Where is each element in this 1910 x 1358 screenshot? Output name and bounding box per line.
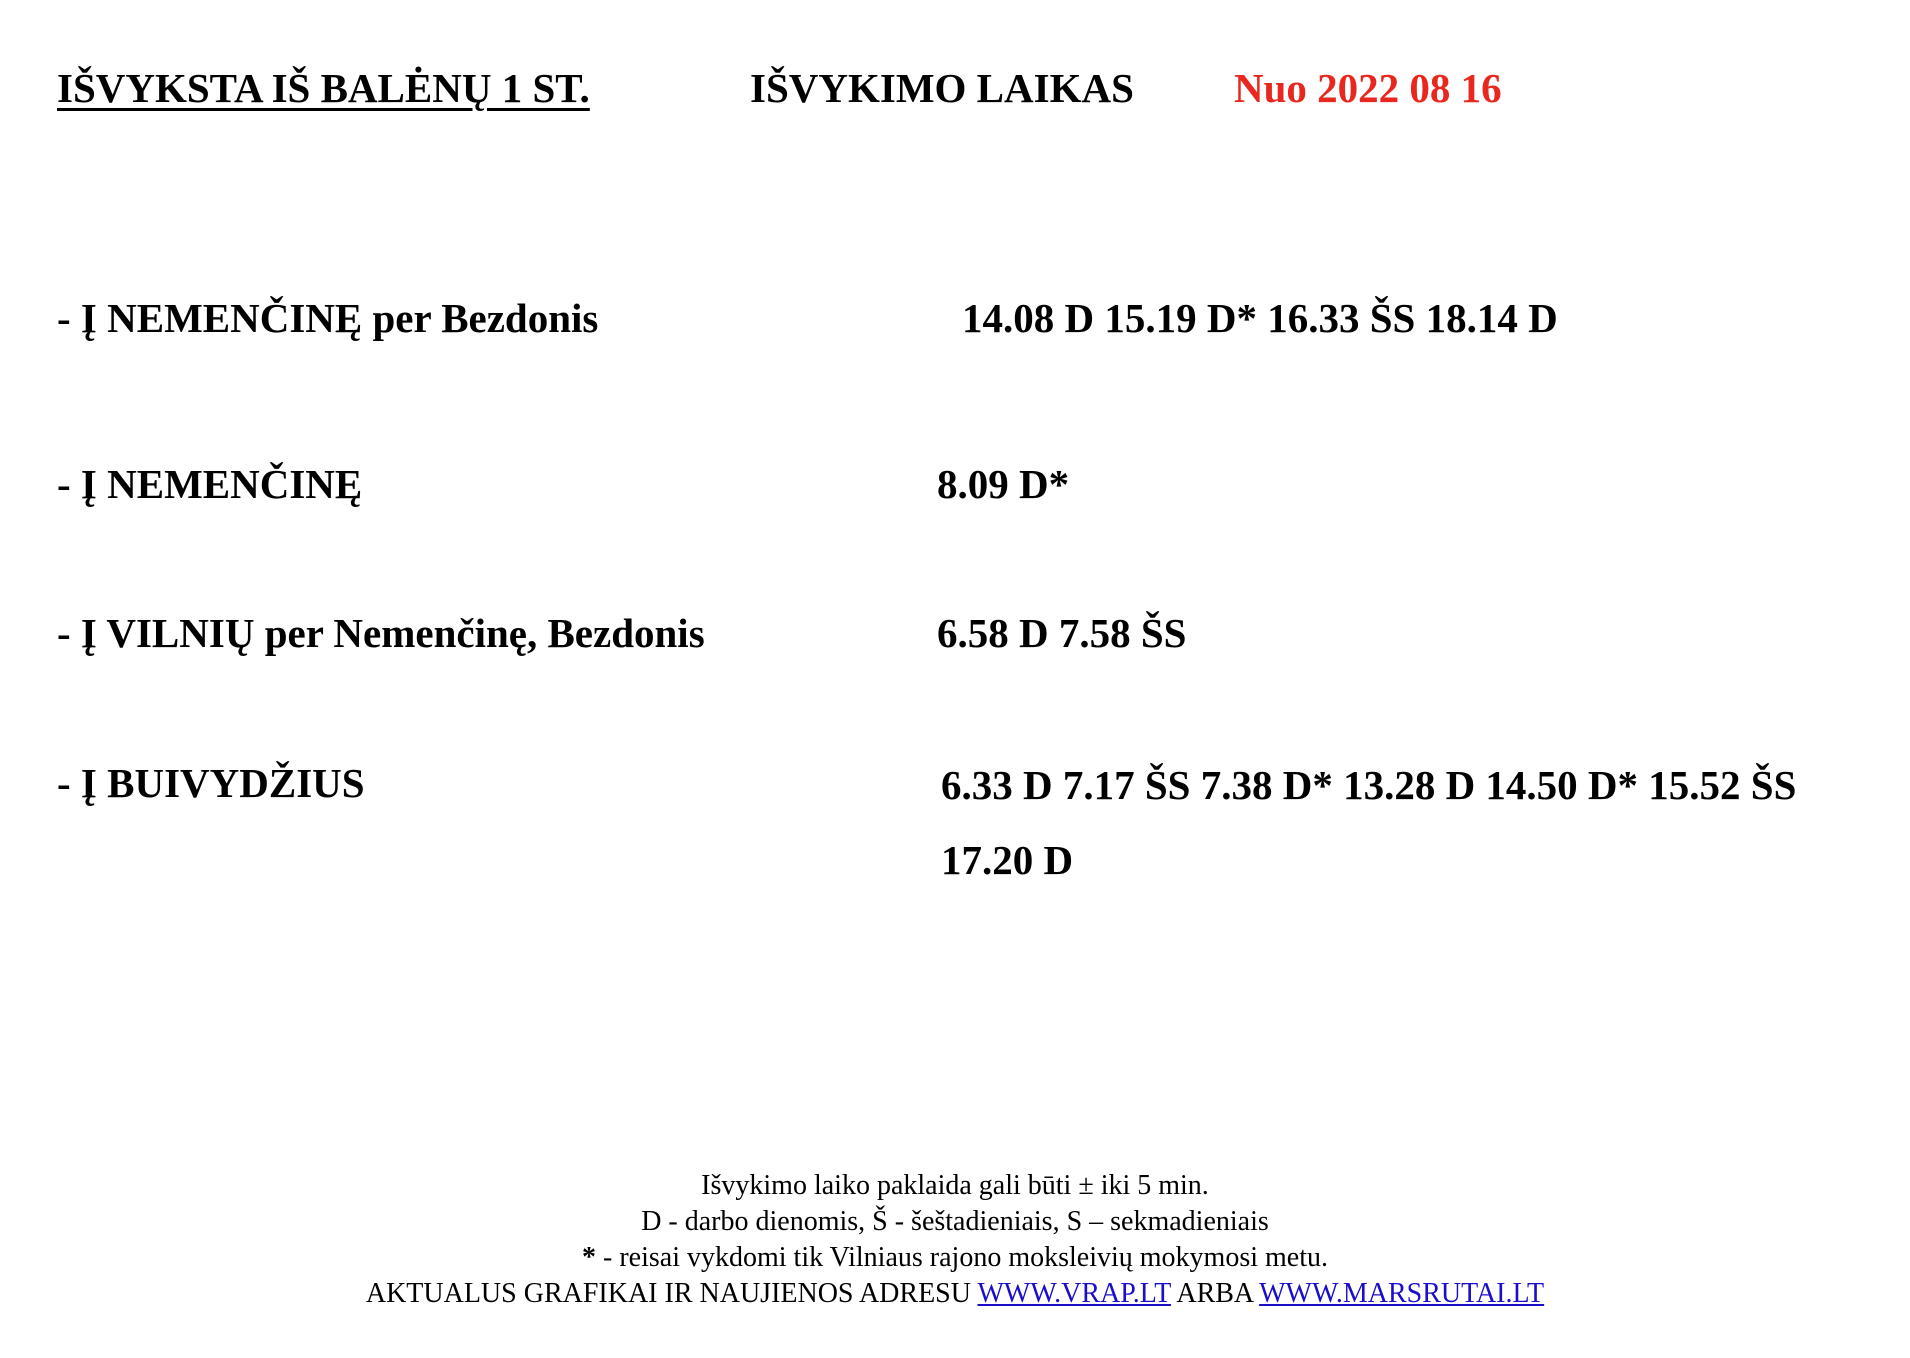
stop-title: IŠVYKSTA IŠ BALĖNŲ 1 ST. — [57, 65, 590, 111]
asterisk-symbol: * — [582, 1242, 597, 1273]
route-name: - Į NEMENČINĘ — [57, 461, 363, 507]
footer-notes — [0, 1168, 1910, 1312]
route-times: 14.08 D 15.19 D* 16.33 ŠS 18.14 D — [962, 295, 1558, 341]
route-times: 6.33 D 7.17 ŠS 7.38 D* 13.28 D 14.50 D* 15.52 ŠS 17.20 D — [941, 762, 1797, 883]
vrap-link[interactable]: WWW.VRAP.LT — [977, 1278, 1171, 1309]
footer-asterisk-note — [0, 1240, 1910, 1276]
valid-from-date: Nuo 2022 08 16 — [1234, 65, 1502, 111]
asterisk-note-text: - reisai vykdomi tik Vilniaus rajono moksleivių mokymosi metu. — [596, 1242, 1328, 1273]
route-name: - Į VILNIŲ per Nemenčinę, Bezdonis — [57, 610, 705, 656]
route-name: - Į NEMENČINĘ per Bezdonis — [57, 295, 599, 341]
footer-legend: D - darbo dienomis, Š - šeštadieniais, S – sekmadieniais — [641, 1206, 1269, 1237]
departure-time-label: IŠVYKIMO LAIKAS — [750, 65, 1134, 111]
links-prefix: AKTUALUS GRAFIKAI IR NAUJIENOS ADRESU — [365, 1278, 978, 1309]
route-name: - Į BUIVYDŽIUS — [57, 760, 365, 806]
links-middle: ARBA — [1170, 1278, 1260, 1309]
marsrutai-link[interactable]: WWW.MARSRUTAI.LT — [1259, 1278, 1545, 1309]
route-times: 8.09 D* — [937, 461, 1070, 507]
footer-tolerance-note: Išvykimo laiko paklaida gali būti ± iki 5 min. — [701, 1170, 1209, 1201]
route-times: 6.58 D 7.58 ŠS — [937, 610, 1187, 656]
footer-links-line — [0, 1276, 1910, 1312]
